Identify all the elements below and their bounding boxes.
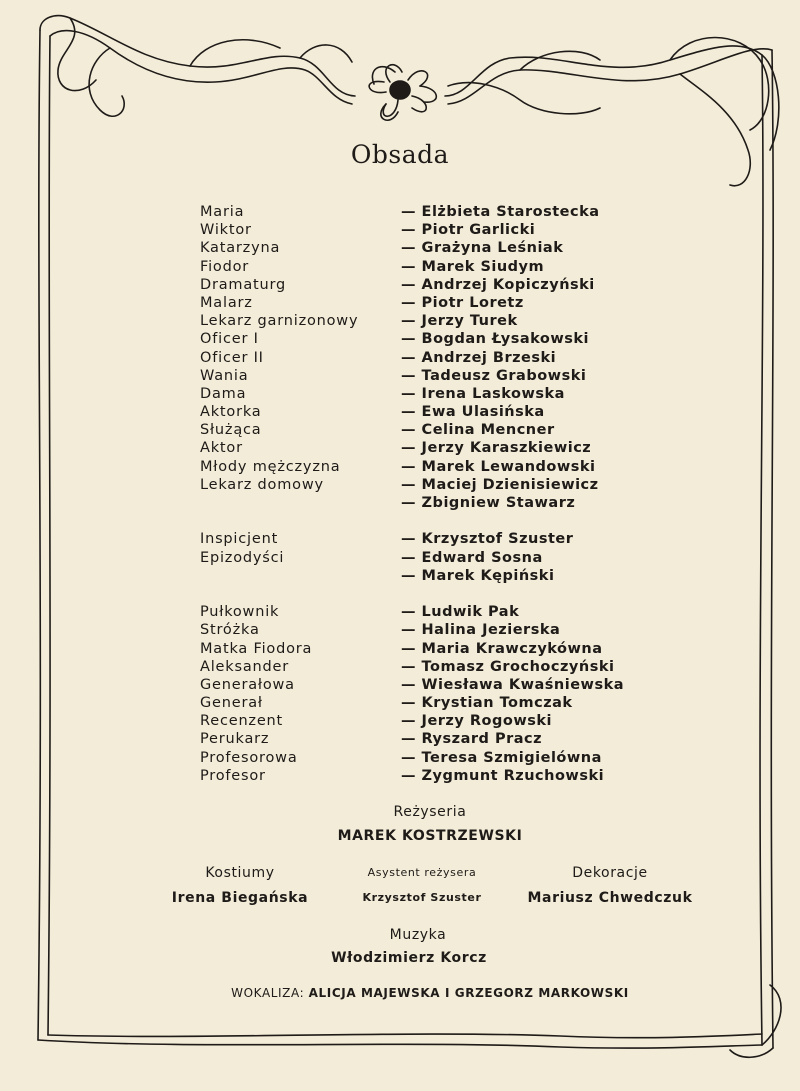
cast-actor: — Krystian Tomczak: [401, 695, 573, 712]
cast-row: [200, 258, 620, 276]
cast-actor: — Jerzy Rogowski: [401, 713, 552, 730]
cast-row: [200, 239, 620, 257]
cast-role: Oficer II: [200, 349, 264, 366]
cast-role: Matka Fiodora: [200, 640, 313, 657]
music-label: Muzyka: [389, 927, 447, 943]
cast-actor: — Zygmunt Rzuchowski: [401, 767, 605, 784]
cast-row: [200, 276, 620, 294]
cast-gap: [200, 512, 620, 530]
cast-role: Aktorka: [200, 404, 262, 421]
cast-row: [200, 458, 620, 476]
assistant-name: Krzysztof Szuster: [362, 891, 482, 904]
cast-role: Stróżka: [200, 622, 260, 639]
cast-role: Młody mężczyzna: [200, 458, 341, 475]
cast-actor: — Irena Laskowska: [401, 385, 565, 402]
cast-row: [200, 621, 620, 639]
cast-actor: — Jerzy Karaszkiewicz: [401, 440, 592, 457]
cast-role: Inspicjent: [200, 531, 279, 548]
cast-row: [200, 476, 620, 494]
cast-role: Profesorowa: [200, 749, 298, 766]
music-name: Włodzimierz Korcz: [331, 950, 487, 966]
cast-row: [200, 658, 620, 676]
cast-role: Wania: [200, 367, 249, 384]
cast-actor: — Ewa Ulasińska: [401, 404, 545, 421]
cast-actor: — Piotr Garlicki: [401, 222, 536, 239]
cast-list: [200, 203, 624, 785]
cast-row: [200, 312, 620, 330]
cast-actor: — Maria Krawczykówna: [401, 640, 603, 657]
cast-actor: — Teresa Szmigielówna: [401, 749, 602, 766]
cast-role: Aleksander: [200, 658, 289, 675]
cast-actor: — Ludwik Pak: [401, 604, 520, 621]
cast-actor: — Edward Sosna: [401, 549, 543, 566]
cast-actor: — Tadeusz Grabowski: [401, 367, 587, 384]
cast-row: [200, 676, 624, 694]
cast-row: [200, 603, 620, 621]
cast-row: [200, 421, 620, 439]
cast-row: [200, 385, 620, 403]
cast-actor: — Elżbieta Starostecka: [401, 204, 600, 220]
cast-row: [200, 494, 620, 512]
cast-actor: — Maciej Dzienisiewicz: [401, 476, 599, 493]
cast-actor: — Marek Kępiński: [401, 567, 555, 584]
cast-row: [200, 730, 620, 748]
cast-role: Epizodyści: [200, 549, 285, 566]
cast-actor: — Zbigniew Stawarz: [401, 495, 576, 511]
cast-actor: — Celina Mencner: [401, 422, 555, 439]
cast-actor: — Tomasz Grochoczyński: [401, 658, 615, 675]
cast-actor: — Bogdan Łysakowski: [401, 331, 590, 348]
cast-actor: — Jerzy Turek: [401, 313, 518, 330]
cast-role: Oficer I: [200, 331, 259, 348]
cast-role: Aktor: [200, 440, 243, 457]
cast-actor: — Grażyna Leśniak: [401, 240, 564, 257]
cast-actor: — Andrzej Brzeski: [401, 349, 557, 366]
cast-row: [200, 203, 620, 221]
cast-actor: — Wiesława Kwaśniewska: [401, 676, 624, 693]
cast-row: [200, 694, 620, 712]
cast-row: [200, 367, 620, 385]
cast-row: [200, 403, 620, 421]
sets-name: Mariusz Chwedczuk: [527, 890, 693, 906]
cast-role: Recenzent: [200, 713, 284, 730]
cast-role: Lekarz domowy: [200, 476, 324, 493]
cast-role: Służąca: [200, 422, 262, 439]
cast-row: [200, 294, 620, 312]
cast-actor: — Piotr Loretz: [401, 294, 524, 311]
assistant-label: Asystent reżysera: [367, 866, 477, 879]
cast-role: Wiktor: [200, 222, 252, 239]
direction-label: Reżyseria: [393, 804, 467, 820]
vocals-names: ALICJA MAJEWSKA I GRZEGORZ MARKOWSKI: [308, 986, 629, 1000]
cast-row: [200, 221, 620, 239]
cast-row: [200, 349, 620, 367]
cast-role: Dramaturg: [200, 276, 287, 293]
page-title: Obsada: [350, 140, 450, 169]
cast-role: Maria: [200, 204, 245, 220]
cast-role: Generałowa: [200, 676, 295, 693]
cast-row: [200, 530, 620, 548]
cast-row: [200, 567, 620, 585]
costumes-name: Irena Biegańska: [171, 890, 309, 906]
cast-row: [200, 712, 620, 730]
cast-role: Lekarz garnizonowy: [200, 313, 359, 330]
sets-label: Dekoracje: [572, 865, 648, 881]
vocals-label: WOKALIZA:: [231, 986, 305, 1000]
cast-role: Pułkownik: [200, 604, 280, 621]
cast-role: Fiodor: [200, 258, 250, 275]
cast-actor: — Ryszard Pracz: [401, 731, 543, 748]
cast-actor: — Marek Lewandowski: [401, 458, 596, 475]
cast-row: [200, 549, 620, 567]
cast-role: Profesor: [200, 767, 266, 784]
direction-name: MAREK KOSTRZEWSKI: [337, 828, 523, 844]
cast-gap: [200, 585, 620, 603]
cast-role: Perukarz: [200, 731, 270, 748]
cast-actor: — Krzysztof Szuster: [401, 531, 574, 548]
cast-role: Dama: [200, 385, 247, 402]
vocals-line: [0, 986, 800, 1000]
cast-row: [200, 330, 620, 348]
cast-row: [200, 767, 620, 785]
cast-role: Katarzyna: [200, 240, 281, 257]
cast-role: Generał: [200, 695, 263, 712]
cast-actor: — Andrzej Kopiczyński: [401, 276, 595, 293]
cast-row: [200, 439, 620, 457]
cast-row: [200, 749, 620, 767]
cast-actor: — Halina Jezierska: [401, 622, 561, 639]
cast-actor: — Marek Siudym: [401, 258, 545, 275]
cast-row: [200, 640, 620, 658]
costumes-label: Kostiumy: [205, 865, 275, 881]
cast-role: Malarz: [200, 294, 253, 311]
